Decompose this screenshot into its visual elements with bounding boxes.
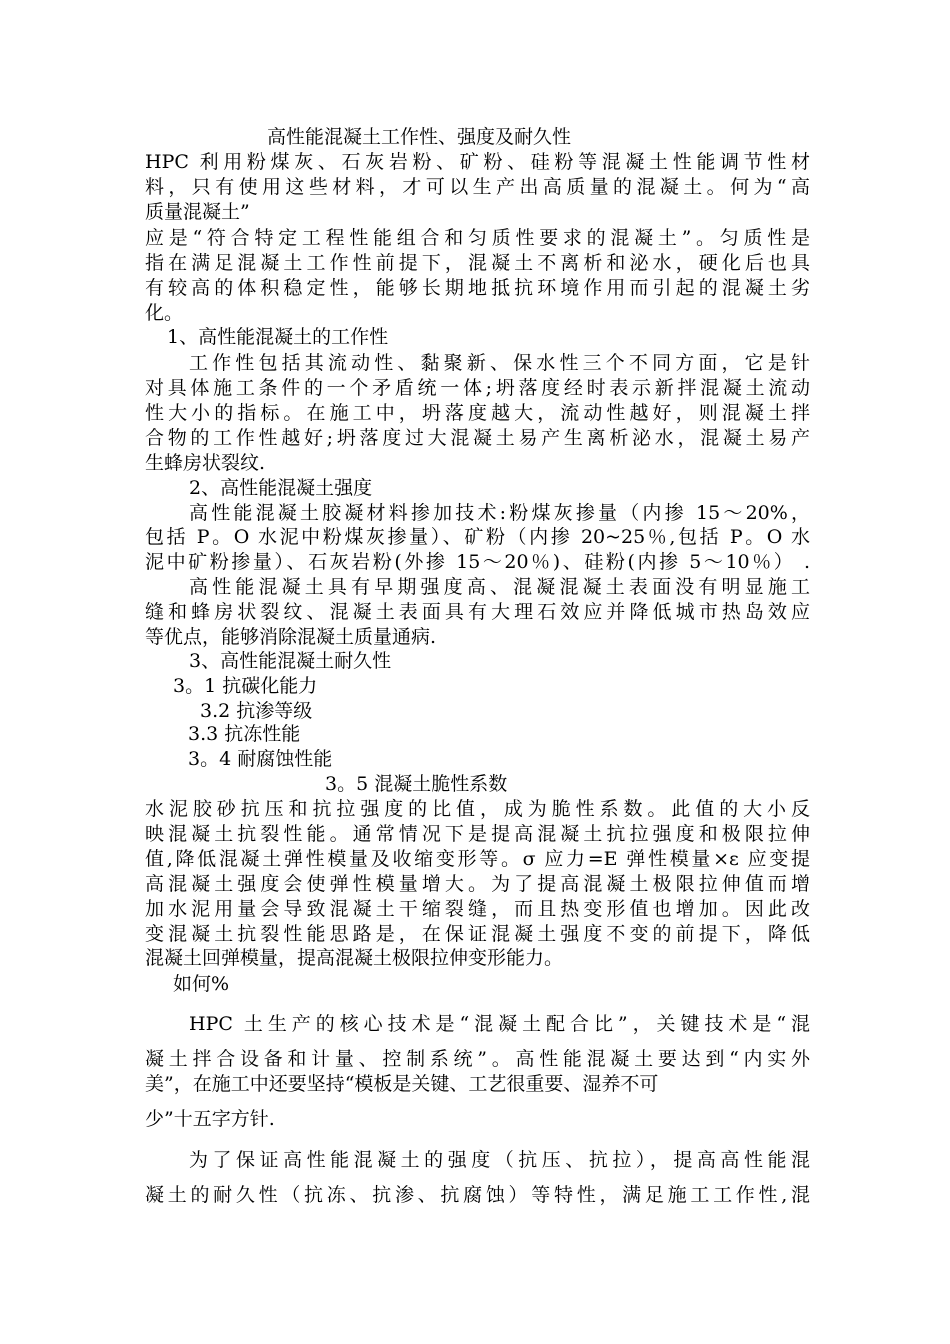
section3-item: 3。4 耐腐蚀性能 — [188, 748, 333, 770]
section3-line: 加水泥用量会导致混凝土干缩裂缝，而且热变形值也增加。因此改 — [145, 898, 810, 920]
section1-line: 性大小的指标。在施工中，坍落度越大，流动性越好，则混凝土拌 — [145, 402, 810, 424]
intro-line: HPC 利用粉煤灰、石灰岩粉、矿粉、硅粉等混凝土性能调节性材 — [145, 151, 810, 173]
section3-line: 水泥胶砂抗压和抗拉强度的比值，成为脆性系数。此值的大小反 — [145, 798, 810, 820]
document-title: 高性能混凝土工作性、强度及耐久性 — [267, 126, 572, 148]
section2-heading: 2、高性能混凝土强度 — [189, 477, 373, 499]
section3-item: 3。1 抗碳化能力 — [173, 675, 318, 697]
section2-line: 缝和蜂房状裂纹、混凝土表面具有大理石效应并降低城市热岛效应 — [145, 601, 810, 623]
section1-line: 合物的工作性越好;坍落度过大混凝土易产生离析泌水，混凝土易产 — [145, 427, 810, 449]
document-page — [145, 0, 810, 1344]
section1-line: 工作性包括其流动性、黏聚新、保水性三个不同方面，它是针 — [189, 352, 810, 374]
section3-heading: 3、高性能混凝土耐久性 — [189, 650, 392, 672]
final-line: 凝土的耐久性（抗冻、抗渗、抗腐蚀）等特性，满足施工工作性,混 — [145, 1184, 810, 1206]
section1-heading: 1、高性能混凝土的工作性 — [167, 326, 389, 348]
section1-line: 生蜂房状裂纹. — [145, 452, 266, 474]
intro-line: 有较高的体积稳定性，能够长期地抵抗环境作用而引起的混凝土劣 — [145, 277, 810, 299]
section3-item: 3.2 抗渗等级 — [200, 700, 313, 722]
section1-line: 对具体施工条件的一个矛盾统一体;坍落度经时表示新拌混凝土流动 — [145, 377, 810, 399]
section2-line: 高性能混凝土具有早期强度高、混凝混凝土表面没有明显施工 — [189, 576, 810, 598]
section3-item: 3。5 混凝土脆性系数 — [325, 773, 508, 795]
section2-line: 等优点，能够消除混凝土质量通病. — [145, 626, 437, 648]
section3-line: 高混凝土强度会使弹性模量增大。为了提高混凝土极限拉伸值而增 — [145, 873, 810, 895]
section2-line: 泥中矿粉掺量）、石灰岩粉(外掺 15～20％)、硅粉(内掺 5～10％） . — [145, 551, 810, 573]
section3-line: 变混凝土抗裂性能思路是，在保证混凝土强度不变的前提下，降低 — [145, 923, 810, 945]
section3-line: 值,降低混凝土弹性模量及收缩变形等。σ 应力=E 弹性模量×ε 应变提 — [145, 848, 810, 870]
core-tech-line: 凝土拌合设备和计量、控制系统”。高性能混凝土要达到“内实外 — [145, 1048, 810, 1070]
fragment-text: 如何% — [173, 973, 230, 995]
final-line: 为了保证高性能混凝土的强度（抗压、抗拉），提高高性能混 — [189, 1149, 810, 1171]
core-tech-line: 少”十五字方针. — [145, 1108, 275, 1130]
section2-line: 高性能混凝土胶凝材料掺加技术:粉煤灰掺量（内掺 15～20%， — [189, 502, 810, 524]
intro-line: 质量混凝土” — [145, 201, 250, 223]
section3-line: 混凝土回弹模量，提高混凝土极限拉伸变形能力。 — [145, 947, 564, 969]
intro-line: 料，只有使用这些材料，才可以生产出高质量的混凝土。何为“高 — [145, 176, 810, 198]
section3-item: 3.3 抗冻性能 — [188, 723, 301, 745]
section3-line: 映混凝土抗裂性能。通常情况下是提高混凝土抗拉强度和极限拉伸 — [145, 823, 810, 845]
intro-line: 指在满足混凝土工作性前提下，混凝土不离析和泌水，硬化后也具 — [145, 252, 810, 274]
core-tech-line: 美”，在施工中还要坚持“模板是关键、工艺很重要、湿养不可 — [145, 1073, 659, 1095]
intro-line: 化。 — [145, 302, 184, 324]
section2-line: 包括 P。O 水泥中粉煤灰掺量）、矿粉（内掺 20~25％,包括 P。O 水 — [145, 526, 810, 548]
intro-line: 应是“符合特定工程性能组合和匀质性要求的混凝土”。匀质性是 — [145, 227, 810, 249]
core-tech-line: HPC 土生产的核心技术是“混凝土配合比”，关键技术是“混 — [189, 1013, 810, 1035]
